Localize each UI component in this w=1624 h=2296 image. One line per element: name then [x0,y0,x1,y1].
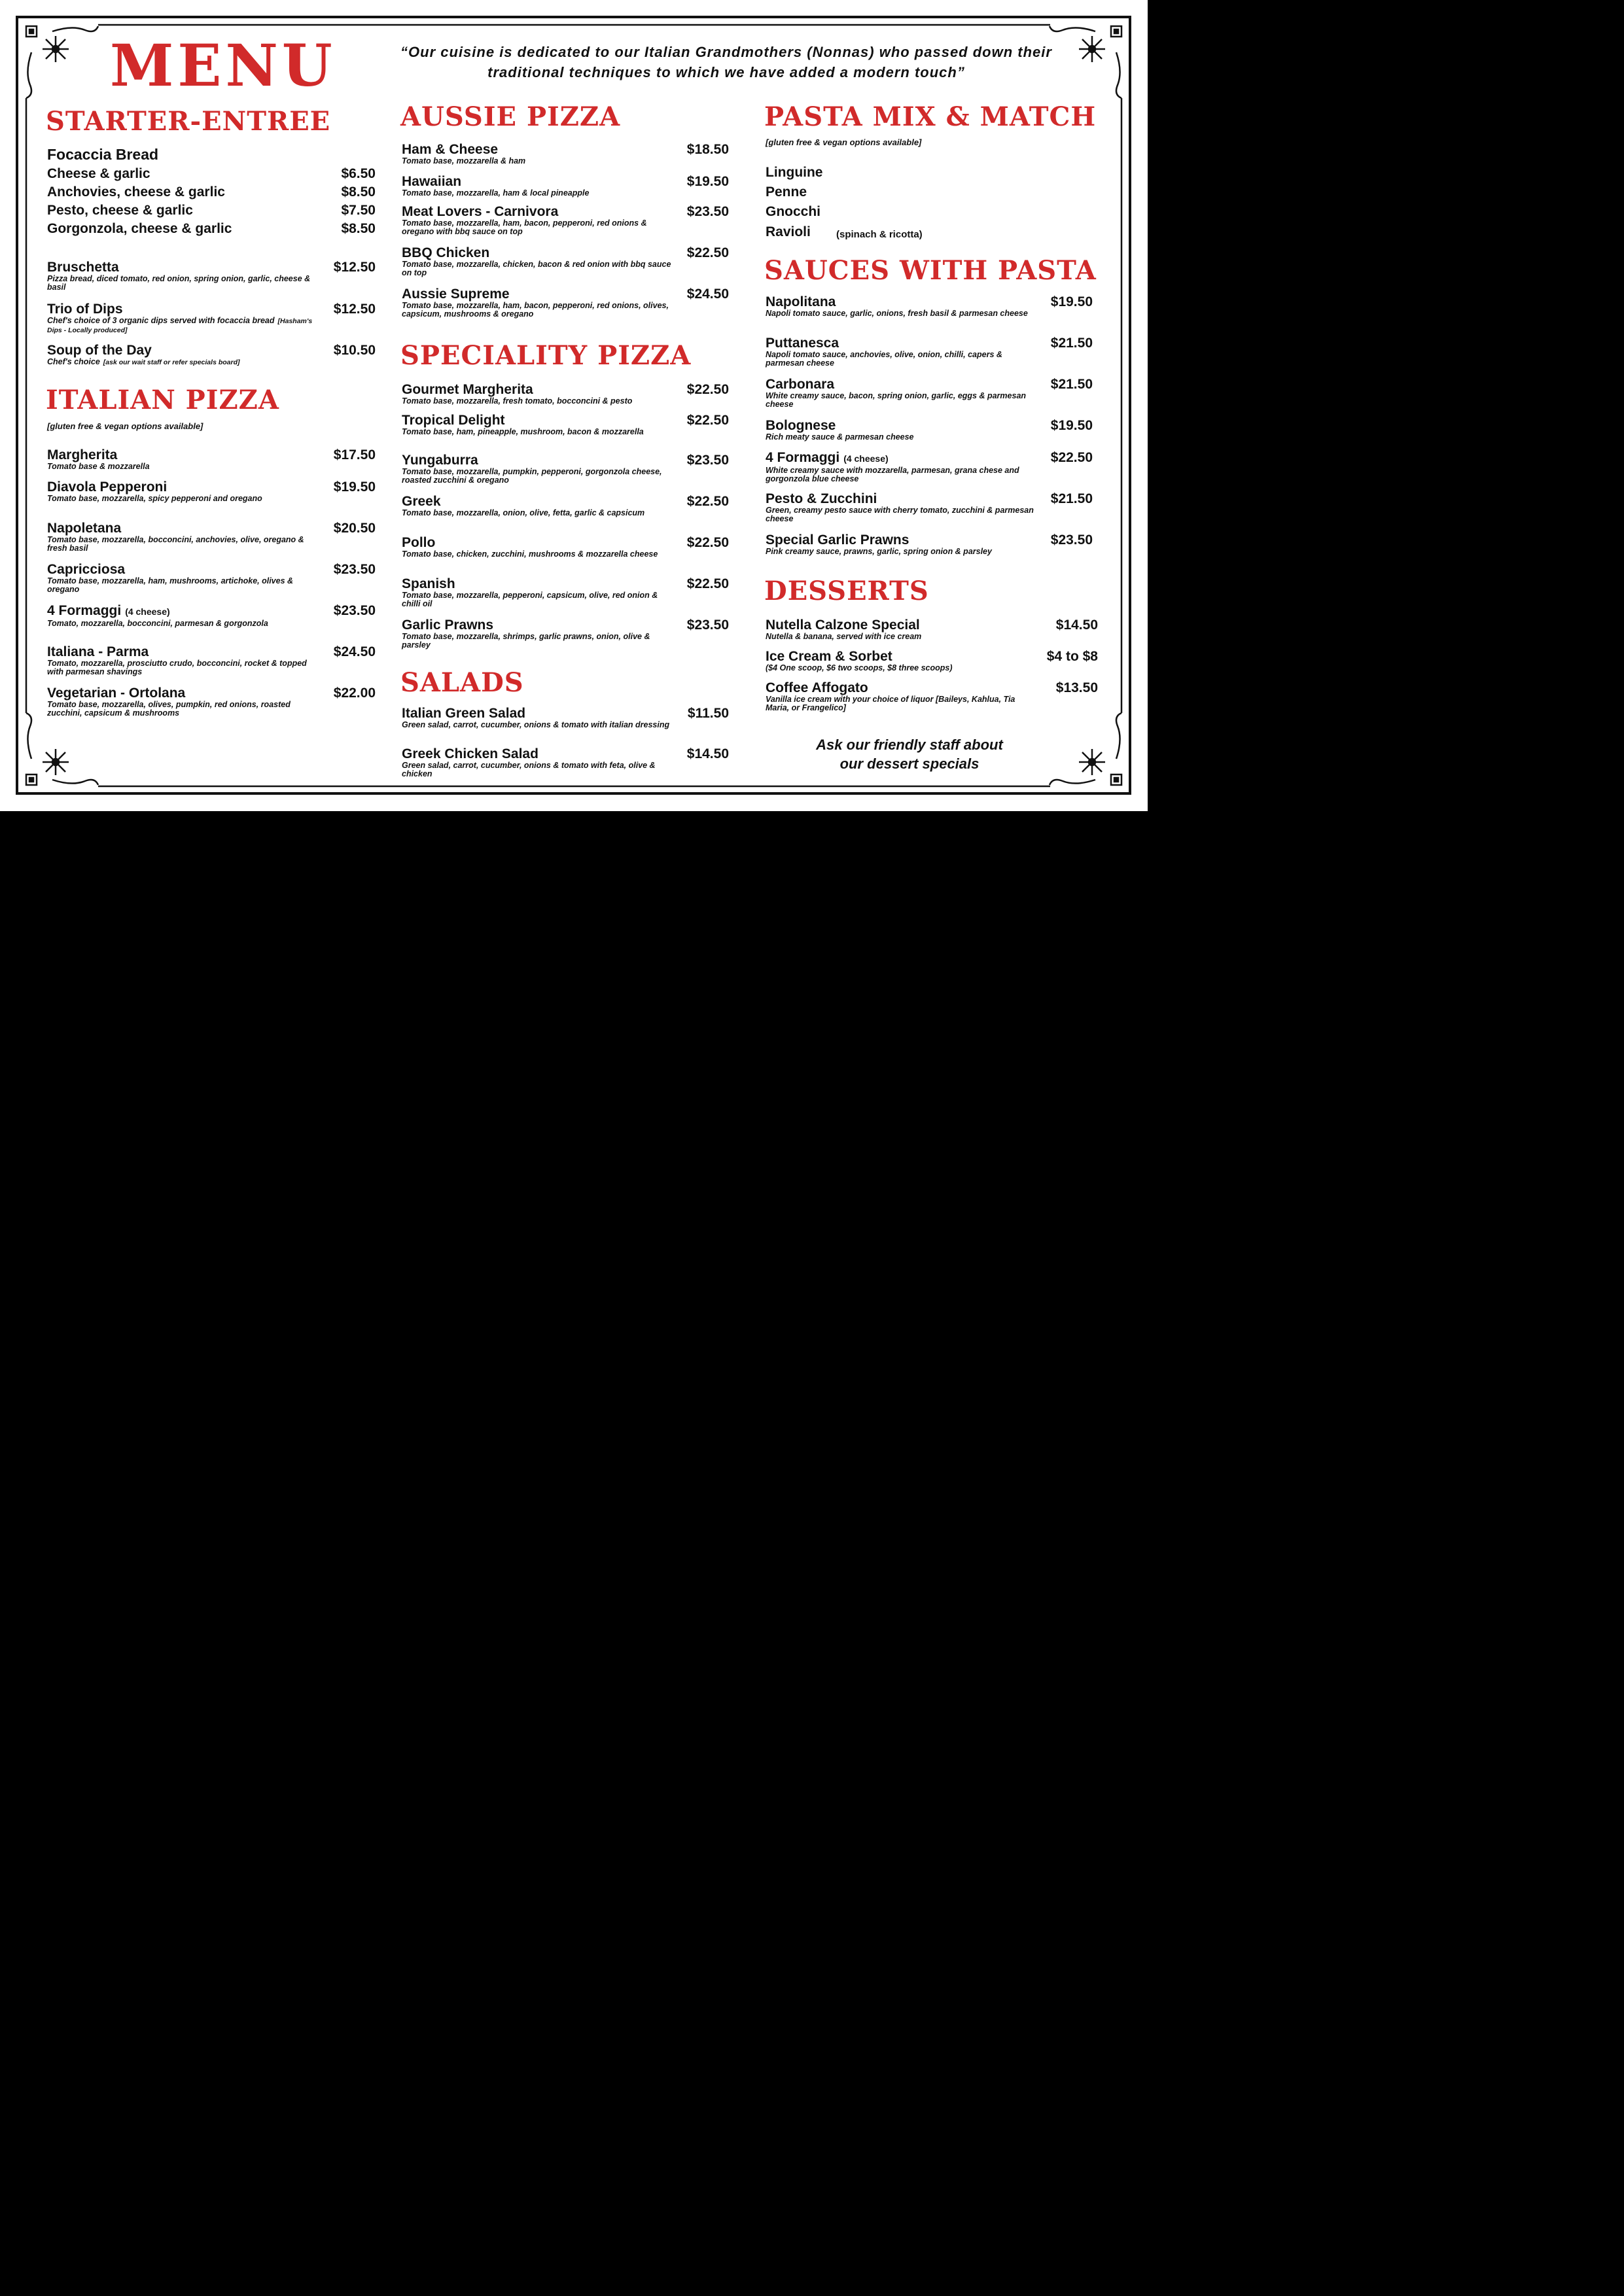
menu-item-starter [47,203,376,217]
item-description-text: Tomato base, chicken, zucchini, mushrooms & mozzarella cheese [402,549,658,559]
pasta-type-gnocchi: Gnocchi [766,204,821,219]
focaccia-heading: Focaccia Bread [47,146,159,163]
item-description [402,591,677,608]
item-description [766,695,1040,712]
item-price: $21.50 [1050,377,1093,392]
item-name [47,203,376,217]
item-description [402,721,677,729]
item-description [402,397,677,406]
item-description [402,302,677,319]
item-name [766,451,1093,466]
menu-item-desserts [766,618,1098,641]
menu-item-speciality [402,495,729,517]
item-description [402,428,677,436]
item-description-text: Tomato base, mozzarella, ham, mushrooms, artichoke, olives & oregano [47,576,294,594]
item-name [47,686,376,700]
menu-item-speciality [402,536,729,559]
item-name-text: Meat Lovers - Carnivora [402,204,559,219]
item-description-text: Chef's choice [47,357,100,366]
italian-pizza-note: [gluten free & vegan options available] [47,421,203,431]
menu-item-sauces [766,451,1093,483]
menu-item-italian [47,686,376,718]
item-price: $8.50 [341,184,376,200]
item-price: $23.50 [686,453,729,468]
menu-item-speciality [402,413,729,436]
item-name-text: Vegetarian - Ortolana [47,686,186,701]
item-name [402,706,729,720]
menu-item-sauces [766,533,1093,556]
section-heading-aussie-pizza: AUSSIE PIZZA [400,101,621,132]
item-name-text: Ice Cream & Sorbet [766,649,892,664]
item-name [766,533,1093,547]
item-name [402,413,729,427]
item-price: $19.50 [686,174,729,189]
item-price: $24.50 [686,287,729,302]
item-description-text: Tomato base, mozzarella, chicken, bacon & red onion with bbq sauce on top [402,260,671,277]
item-name [766,681,1098,695]
item-description-text: Napoli tomato sauce, garlic, onions, fresh basil & parmesan cheese [766,309,1028,318]
menu-item-italian [47,563,376,594]
section-heading-desserts: DESSERTS [764,576,929,606]
item-name [47,645,376,659]
item-name [402,495,729,508]
item-description-text: Green salad, carrot, cucumber, onions & tomato with italian dressing [402,720,670,729]
item-name [402,536,729,549]
item-price: $14.50 [1055,617,1098,633]
item-name-text: 4 Formaggi [766,450,840,465]
item-description [402,509,677,517]
item-description [47,577,315,594]
item-name-text: Pesto & Zucchini [766,491,877,506]
menu-title: MENU [110,31,336,99]
item-name [402,383,729,396]
item-name-text: Napoletana [47,521,122,536]
item-price: $21.50 [1050,336,1093,351]
section-heading-sauces: SAUCES WITH PASTA [764,255,1097,286]
menu-item-starter [47,222,376,235]
item-description-text: Nutella & banana, served with ice cream [766,632,922,641]
item-description [766,351,1040,368]
item-price: $23.50 [686,204,729,219]
item-price: $18.50 [686,142,729,157]
item-name [402,577,729,591]
item-name [47,302,376,316]
item-description [766,633,1040,641]
item-name [47,167,376,181]
menu-item-italian [47,645,376,676]
menu-item-starter [47,343,376,367]
item-name [47,222,376,235]
item-name-text: Special Garlic Prawns [766,532,909,548]
item-name-text: Ham & Cheese [402,142,499,157]
menu-item-aussie [402,246,729,277]
item-price: $12.50 [333,260,376,275]
menu-item-starter [47,302,376,335]
item-description-text: Tomato base, mozzarella, ham & local pineapple [402,188,590,198]
item-name-text: Aussie Supreme [402,287,510,302]
item-description-text: Tomato base, mozzarella, pepperoni, capsicum, olive, red onion & chilli oil [402,591,658,608]
item-name-text: Diavola Pepperoni [47,479,168,495]
item-price: $24.50 [333,644,376,659]
item-price: $22.50 [686,413,729,428]
dessert-note-line2: our dessert specials [839,756,980,772]
item-name [766,336,1093,350]
item-price: $14.50 [686,746,729,761]
item-name-text: Italian Green Salad [402,706,526,721]
item-price: $4 to $8 [1046,649,1098,664]
menu-item-sauces [766,492,1093,523]
ravioli-note: (spinach & ricotta) [836,229,923,240]
item-description-text: Tomato base, mozzarella, pumpkin, pepperoni, gorgonzola cheese, roasted zucchini & oregano [402,467,662,485]
item-price: $23.50 [686,617,729,633]
item-description-text: Green salad, carrot, cucumber, onions & tomato with feta, olive & chicken [402,761,656,778]
menu-item-italian [47,604,376,628]
item-description [402,189,677,198]
item-description-text: Tomato base, mozzarella, fresh tomato, bocconcini & pesto [402,396,633,406]
tagline: “Our cuisine is dedicated to our Italian Grandmothers (Nonnas) who passed down their traditional techniques to which we have added a modern touch” [400,44,1052,80]
item-description-text: Tomato base, ham, pineapple, mushroom, bacon & mozzarella [402,427,644,436]
item-description [402,260,677,277]
item-price: $23.50 [333,562,376,577]
item-name-text: Coffee Affogato [766,680,868,695]
item-price: $7.50 [341,203,376,218]
item-name [47,343,376,357]
item-qualifier: (4 cheese) [843,453,889,464]
item-qualifier: (4 cheese) [125,606,170,617]
section-heading-speciality-pizza: SPECIALITY PIZZA [400,340,692,371]
item-price: $23.50 [333,603,376,618]
item-description [766,506,1040,523]
item-name-text: Hawaiian [402,174,462,189]
item-name-text: Yungaburra [402,453,478,468]
item-name-text: Bolognese [766,418,836,433]
corner-ornament-icon [1050,26,1121,98]
menu-item-speciality [402,453,729,485]
item-description [766,392,1040,409]
item-name-text: Puttanesca [766,336,839,351]
item-description [47,495,315,503]
corner-ornament-icon [1050,713,1121,785]
item-name [766,419,1093,432]
menu-item-starter [47,185,376,199]
item-description [766,433,1040,442]
menu-item-aussie [402,143,729,165]
item-name [402,453,729,467]
item-description [402,550,677,559]
menu-item-italian [47,448,376,471]
item-name [766,377,1093,391]
item-name-text: Soup of the Day [47,343,152,358]
menu-item-italian [47,480,376,503]
item-name [402,175,729,188]
menu-item-salads [402,747,729,778]
item-description [402,633,677,650]
item-description-text: Green, creamy pesto sauce with cherry tomato, zucchini & parmesan cheese [766,506,1034,523]
item-name-text: Garlic Prawns [402,617,494,633]
item-name-text: Gorgonzola, cheese & garlic [47,221,232,236]
item-description-text: Tomato, mozzarella, bocconcini, parmesan & gorgonzola [47,619,268,628]
item-name-text: Spanish [402,576,455,591]
item-description-text: Chef's choice of 3 organic dips served with focaccia bread [47,316,275,325]
item-description [766,309,1040,318]
item-price: $22.50 [686,576,729,591]
menu-item-starter [47,260,376,292]
menu-item-aussie [402,175,729,198]
item-name [47,480,376,494]
item-price: $17.50 [333,447,376,462]
dessert-specials-note [766,735,1053,773]
menu-item-aussie [402,287,729,319]
item-name-text: Nutella Calzone Special [766,617,920,633]
item-name [47,604,376,619]
dessert-note-line1: Ask our friendly staff about [816,737,1003,753]
item-description-note: [ask our wait staff or refer specials board] [103,358,240,366]
item-description-note: [Hasham's Dips - Locally produced] [47,317,313,334]
menu-item-speciality [402,618,729,650]
item-description [47,317,322,335]
item-name-text: Bruschetta [47,260,119,275]
item-description [47,659,315,676]
item-name-text: Tropical Delight [402,413,505,428]
corner-ornament-icon [26,713,98,785]
item-name-text: Pollo [402,535,436,550]
menu-item-aussie [402,205,729,236]
item-name-text: Trio of Dips [47,302,123,317]
item-price: $11.50 [687,706,729,721]
item-description-text: White creamy sauce with mozzarella, parmesan, grana chese and gorgonzola blue cheese [766,466,1019,483]
menu-item-sauces [766,295,1093,318]
item-description [47,619,315,628]
menu-item-italian [47,521,376,553]
menu-item-speciality [402,383,729,406]
item-description-text: Tomato base, mozzarella, onion, olive, fetta, garlic & capsicum [402,508,645,517]
menu-item-sauces [766,336,1093,368]
item-description-text: White creamy sauce, bacon, spring onion, garlic, eggs & parmesan cheese [766,391,1027,409]
item-description-text: Pink creamy sauce, prawns, garlic, spring onion & parsley [766,547,992,556]
section-heading-italian-pizza: ITALIAN PIZZA [46,385,279,415]
item-name [47,563,376,576]
item-name-text: Italiana - Parma [47,644,149,659]
item-name-text: Gourmet Margherita [402,382,533,397]
item-name [402,747,729,761]
item-description [766,548,1040,556]
item-name [47,521,376,535]
item-name [47,185,376,199]
item-price: $22.50 [1050,450,1093,465]
item-price: $23.50 [1050,532,1093,548]
item-price: $12.50 [333,302,376,317]
item-description-text: Tomato base, mozzarella, ham, bacon, pepperoni, red onions, olives, capsicum, mushrooms & oregano [402,301,669,319]
item-description-text: Tomato base & mozzarella [47,462,150,471]
item-name-text: Capricciosa [47,562,126,577]
item-name-text: Greek Chicken Salad [402,746,538,761]
menu-item-speciality [402,577,729,608]
menu-item-desserts [766,650,1098,672]
item-price: $19.50 [1050,418,1093,433]
item-price: $20.50 [333,521,376,536]
item-price: $22.50 [686,494,729,509]
menu-sheet [0,0,1148,811]
menu-item-desserts [766,681,1098,712]
item-price: $10.50 [333,343,376,358]
item-name [402,618,729,632]
item-name-text: Pesto, cheese & garlic [47,203,193,218]
item-name-text: Napolitana [766,294,836,309]
menu-item-sauces [766,377,1093,409]
menu-item-sauces [766,419,1093,442]
item-description-text: Tomato base, mozzarella, olives, pumpkin, red onions, roasted zucchini, capsicum & mushrooms [47,700,291,718]
item-price: $21.50 [1050,491,1093,506]
item-price: $22.50 [686,535,729,550]
menu-item-starter [47,167,376,181]
item-description [402,157,677,165]
item-name-text: Anchovies, cheese & garlic [47,184,225,200]
item-description-text: Tomato base, mozzarella, spicy pepperoni and oregano [47,494,262,503]
item-description-text: Tomato base, mozzarella & ham [402,156,526,165]
item-name [766,618,1098,632]
item-description [766,664,1040,672]
item-name [47,260,376,274]
item-name [766,492,1093,506]
item-description [766,466,1040,483]
item-description-text: ($4 One scoop, $6 two scoops, $8 three scoops) [766,663,953,672]
item-price: $19.50 [1050,294,1093,309]
item-price: $22.00 [333,686,376,701]
item-description-text: Pizza bread, diced tomato, red onion, spring onion, garlic, cheese & basil [47,274,311,292]
item-description [402,468,677,485]
item-description [47,701,315,718]
corner-ornament-icon [26,26,98,98]
item-description-text: Tomato base, mozzarella, bocconcini, anchovies, olive, oregano & fresh basil [47,535,304,553]
item-name-text: Carbonara [766,377,835,392]
item-description-text: Tomato base, mozzarella, ham, bacon, pepperoni, red onions & oregano with bbq sauce on top [402,218,647,236]
pasta-type-linguine: Linguine [766,165,823,180]
item-name-text: Cheese & garlic [47,166,150,181]
pasta-note: [gluten free & vegan options available] [766,137,922,147]
item-description-text: Tomato, mozzarella, prosciutto crudo, bocconcini, rocket & topped with parmesan shavings [47,659,307,676]
item-description-text: Tomato base, mozzarella, shrimps, garlic prawns, onion, olive & parsley [402,632,650,650]
item-name-text: Margherita [47,447,118,462]
item-description [47,358,322,367]
item-name-text: Greek [402,494,441,509]
item-description [47,462,315,471]
item-name [402,205,729,218]
item-description-text: Vanilla ice cream with your choice of liquor [Baileys, Kahlua, Tia Maria, or Frangelico] [766,695,1015,712]
pasta-type-penne: Penne [766,184,807,200]
item-description-text: Rich meaty sauce & parmesan cheese [766,432,914,442]
item-description-text: Napoli tomato sauce, anchovies, olive, onion, chilli, capers & parmesan cheese [766,350,1002,368]
item-description [402,761,677,778]
item-price: $22.50 [686,382,729,397]
item-description [47,536,315,553]
item-name-text: BBQ Chicken [402,245,490,260]
item-name [47,448,376,462]
section-heading-salads: SALADS [400,667,524,698]
item-description [402,219,677,236]
item-price: $22.50 [686,245,729,260]
menu-item-salads [402,706,729,729]
item-price: $13.50 [1055,680,1098,695]
item-name [766,295,1093,309]
item-name [402,246,729,260]
item-price: $6.50 [341,166,376,181]
item-price: $8.50 [341,221,376,236]
section-heading-pasta: PASTA MIX & MATCH [764,101,1097,132]
item-price: $19.50 [333,479,376,495]
item-name [402,287,729,301]
item-name [402,143,729,156]
section-heading-starter: STARTER-ENTREE [46,106,331,137]
item-name-text: 4 Formaggi [47,603,122,618]
item-description [47,275,322,292]
pasta-type-ravioli: Ravioli [766,224,811,239]
